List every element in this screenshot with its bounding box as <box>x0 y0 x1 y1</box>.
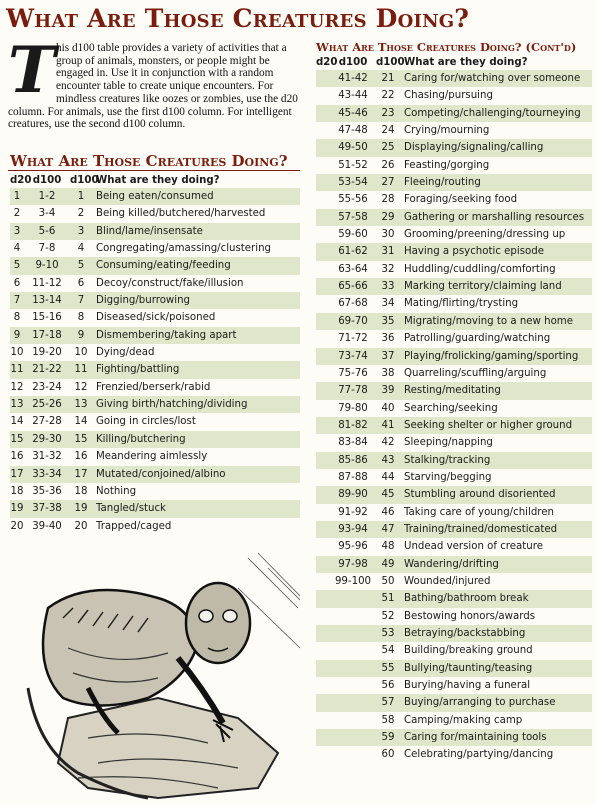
cell-activity: Displaying/signaling/calling <box>404 142 544 154</box>
cell-d20: 1 <box>13 191 21 202</box>
table-row <box>316 330 592 347</box>
cell-d100-b: 6 <box>77 277 85 289</box>
cell-activity: Nothing <box>96 485 137 497</box>
left-table-title: What Are Those Creatures Doing? <box>10 152 288 170</box>
cell-d100-a: 27-28 <box>32 416 62 428</box>
cell-d100-b: 29 <box>381 211 395 223</box>
table-row <box>316 348 592 365</box>
cell-d100-a: 3-4 <box>38 208 56 220</box>
cell-d100-b: 32 <box>381 263 395 275</box>
table-row <box>316 417 592 434</box>
cell-d100-a: 5-6 <box>38 225 56 237</box>
table-row <box>316 400 592 417</box>
cell-d20: 17 <box>10 468 24 480</box>
table-row <box>316 313 592 330</box>
table-row <box>316 625 592 642</box>
cell-d100-b: 5 <box>77 260 85 272</box>
cell-activity: Foraging/seeking food <box>404 194 518 206</box>
cell-d20: 5 <box>13 260 21 272</box>
cell-activity: Marking territory/claiming land <box>404 281 562 293</box>
intro-paragraph <box>8 33 300 131</box>
cell-d100-b: 60 <box>381 749 395 761</box>
cell-d100-a: 15-16 <box>32 312 62 324</box>
cell-activity: Dismembering/taking apart <box>96 329 237 341</box>
lizard-creature-illustration <box>8 548 300 803</box>
table-row <box>10 240 300 257</box>
cell-d100-b: 30 <box>381 229 395 241</box>
table-row <box>316 226 592 243</box>
header-activity: What are they doing? <box>404 57 528 68</box>
cell-d100-a: 73-74 <box>338 350 368 362</box>
table-row <box>10 188 300 205</box>
cell-d100-a: 13-14 <box>32 295 62 307</box>
cell-d100-b: 28 <box>381 194 395 206</box>
table-row <box>316 608 592 625</box>
cell-activity: Playing/frolicking/gaming/sporting <box>404 350 579 362</box>
cell-d100-b: 51 <box>381 593 395 605</box>
cell-d20: 10 <box>10 347 24 359</box>
cell-activity: Dying/dead <box>96 347 155 359</box>
cell-d100-b: 50 <box>381 575 395 587</box>
cell-activity: Bathing/bathroom break <box>404 593 529 605</box>
right-activity-table <box>316 55 592 764</box>
cell-d100-b: 54 <box>381 645 395 657</box>
cell-d100-b: 38 <box>381 367 395 379</box>
cell-activity: Caring for/maintaining tools <box>404 732 547 744</box>
cell-activity: Fighting/battling <box>96 364 180 376</box>
cell-d100-b: 25 <box>381 142 395 154</box>
cell-activity: Training/trained/domesticated <box>404 523 558 535</box>
cell-d100-b: 44 <box>381 471 395 483</box>
page-title: What Are Those Creatures Doing? <box>6 4 470 33</box>
cell-d100-a: 39-40 <box>32 520 62 532</box>
table-row <box>316 261 592 278</box>
cell-activity: Resting/meditating <box>404 385 501 397</box>
header-d100-b: d100 <box>70 175 99 186</box>
cell-d100-b: 57 <box>381 697 395 709</box>
cell-d100-a: 23-24 <box>32 381 62 393</box>
cell-d100-a: 31-32 <box>32 451 62 463</box>
table-row <box>10 327 300 344</box>
table-row <box>316 191 592 208</box>
cell-d100-b: 14 <box>74 416 88 428</box>
table-row <box>10 379 300 396</box>
cell-activity: Wounded/injured <box>404 575 491 587</box>
cell-d20: 9 <box>13 329 21 341</box>
cell-d20: 15 <box>10 433 24 445</box>
cell-d100-a: 91-92 <box>338 506 368 518</box>
cell-activity: Being killed/butchered/harvested <box>96 208 266 220</box>
table-row <box>10 483 300 500</box>
cell-d100-a: 7-8 <box>38 243 56 255</box>
cell-d100-b: 4 <box>77 243 85 255</box>
cell-d100-b: 23 <box>381 107 395 119</box>
table-row <box>316 746 592 763</box>
cell-d100-a: 69-70 <box>338 315 368 327</box>
table-row <box>10 431 300 448</box>
table-row <box>10 466 300 483</box>
header-d100-b: d100 <box>376 57 405 68</box>
cell-activity: Mutated/conjoined/albino <box>96 468 226 480</box>
cell-activity: Digging/burrowing <box>96 295 191 307</box>
cell-d100-b: 45 <box>381 489 395 501</box>
cell-d100-b: 41 <box>381 419 395 431</box>
cell-d100-a: 1-2 <box>38 191 56 202</box>
cell-activity: Quarreling/scuffling/arguing <box>404 367 547 379</box>
table-row <box>316 209 592 226</box>
table-row <box>316 452 592 469</box>
cell-d100-b: 21 <box>381 73 395 84</box>
table-row <box>316 556 592 573</box>
cell-activity: Seeking shelter or higher ground <box>404 419 573 431</box>
cell-d100-b: 16 <box>74 451 88 463</box>
table-header <box>316 55 592 70</box>
table-row <box>10 257 300 274</box>
table-row <box>316 729 592 746</box>
cell-d100-a: 41-42 <box>338 73 368 84</box>
cell-activity: Consuming/eating/feeding <box>96 260 231 272</box>
cell-d20: 12 <box>10 381 24 393</box>
table-row <box>316 694 592 711</box>
cell-d100-b: 9 <box>77 329 85 341</box>
cell-d100-a: 55-56 <box>338 194 368 206</box>
cell-d100-b: 11 <box>74 364 88 376</box>
cell-d100-a: 17-18 <box>32 329 62 341</box>
cell-activity: Burying/having a funeral <box>404 680 531 692</box>
cell-d100-b: 56 <box>381 680 395 692</box>
creature-body <box>43 590 198 706</box>
cell-d100-a: 75-76 <box>338 367 368 379</box>
cell-d100-b: 55 <box>381 662 395 674</box>
table-row <box>316 590 592 607</box>
cell-activity: Frenzied/berserk/rabid <box>96 381 211 393</box>
cell-activity: Gathering or marshalling resources <box>404 211 585 223</box>
cell-d100-a: 59-60 <box>338 229 368 241</box>
table-row <box>316 538 592 555</box>
cell-activity: Wandering/drifting <box>404 558 499 570</box>
cell-d100-b: 43 <box>381 454 395 466</box>
table-row <box>10 518 300 535</box>
right-table-title: What Are Those Creatures Doing? (Cont'd) <box>316 40 577 54</box>
cell-d20: 11 <box>10 364 24 376</box>
cell-d100-b: 15 <box>74 433 88 445</box>
cell-d100-a: 61-62 <box>338 246 368 258</box>
cell-activity: Blind/lame/insensate <box>96 225 203 237</box>
cell-d100-a: 37-38 <box>32 503 62 515</box>
cell-activity: Celebrating/partying/dancing <box>404 749 554 761</box>
cell-d100-a: 53-54 <box>338 177 368 189</box>
table-row <box>316 174 592 191</box>
table-row <box>316 642 592 659</box>
table-row <box>316 139 592 156</box>
table-row <box>316 504 592 521</box>
cell-d100-a: 71-72 <box>338 333 368 345</box>
cell-activity: Stalking/tracking <box>404 454 491 466</box>
table-row <box>10 223 300 240</box>
cell-d100-b: 46 <box>381 506 395 518</box>
cell-d100-b: 31 <box>381 246 395 258</box>
cell-d20: 7 <box>13 295 21 307</box>
cell-d100-b: 13 <box>74 399 88 411</box>
header-d20: d20 <box>10 175 32 186</box>
dropcap-letter: T <box>8 33 56 108</box>
cell-d20: 20 <box>10 520 24 532</box>
cell-d100-b: 19 <box>74 503 88 515</box>
cell-d100-a: 35-36 <box>32 485 62 497</box>
cell-activity: Taking care of young/children <box>404 506 554 518</box>
cell-activity: Migrating/moving to a new home <box>404 315 573 327</box>
table-row <box>10 413 300 430</box>
cell-d100-b: 40 <box>381 402 395 414</box>
table-row <box>10 396 300 413</box>
cell-d100-a: 43-44 <box>338 90 368 102</box>
cell-d20: 2 <box>13 208 21 220</box>
cell-activity: Bestowing honors/awards <box>404 610 536 622</box>
cell-activity: Huddling/cuddling/comforting <box>404 263 556 275</box>
cell-d100-b: 58 <box>381 714 395 726</box>
cell-d20: 19 <box>10 503 24 515</box>
cell-d100-b: 59 <box>381 732 395 744</box>
cell-d100-a: 21-22 <box>32 364 62 376</box>
cell-d100-a: 19-20 <box>32 347 62 359</box>
cell-d100-b: 26 <box>381 159 395 171</box>
cell-activity: Building/breaking ground <box>404 645 533 657</box>
cell-d100-a: 33-34 <box>32 468 62 480</box>
cell-activity: Grooming/preening/dressing up <box>404 229 566 241</box>
cell-activity: Stumbling around disoriented <box>404 489 556 501</box>
cell-activity: Betraying/backstabbing <box>404 628 526 639</box>
cell-d100-b: 33 <box>381 281 395 293</box>
cell-activity: Having a psychotic episode <box>404 246 545 258</box>
table-row <box>316 712 592 729</box>
table-row <box>10 361 300 378</box>
header-d100-a: d100 <box>338 57 368 68</box>
cell-d100-b: 47 <box>381 523 395 535</box>
cell-d100-a: 87-88 <box>338 471 368 483</box>
cell-d20: 16 <box>10 451 24 463</box>
cell-d100-a: 63-64 <box>338 263 368 275</box>
cell-d100-b: 52 <box>381 610 395 622</box>
intro-text: his d100 table provides a variety of activities that a group of animals, monsters, or people might be engaged in. Use it in conjunction with a random encounter table to create unique encounters. For mindless creatures like oozes or zombies, use the d20 column. For animals, use the first d100 column. For intelligent creatures, use the second d100 column. <box>8 42 298 131</box>
cell-d100-a: 77-78 <box>338 385 368 397</box>
cell-activity: Decoy/construct/fake/illusion <box>96 277 244 289</box>
header-d20: d20 <box>316 57 338 68</box>
table-row <box>316 469 592 486</box>
cell-d100-a: 97-98 <box>338 558 368 570</box>
table-row <box>316 660 592 677</box>
left-activity-table <box>10 173 300 535</box>
cell-d100-b: 18 <box>74 485 88 497</box>
rock-shape <box>58 698 278 798</box>
cell-d100-a: 95-96 <box>338 541 368 553</box>
cell-d100-b: 37 <box>381 350 395 362</box>
table-row <box>316 434 592 451</box>
table-row <box>316 70 592 87</box>
cell-activity: Tangled/stuck <box>96 503 166 515</box>
cell-activity: Trapped/caged <box>96 520 172 532</box>
cell-d100-b: 2 <box>77 208 85 220</box>
cell-d100-a: 47-48 <box>338 125 368 137</box>
table-row <box>316 365 592 382</box>
cell-d100-b: 12 <box>74 381 88 393</box>
cell-d20: 14 <box>10 416 24 428</box>
cell-activity: Competing/challenging/tourneying <box>404 107 581 119</box>
cell-d100-a: 67-68 <box>338 298 368 310</box>
cell-d100-a: 81-82 <box>338 419 368 431</box>
cell-d100-b: 20 <box>74 520 88 532</box>
table-row <box>316 486 592 503</box>
cell-d100-a: 51-52 <box>338 159 368 171</box>
cell-d100-a: 49-50 <box>338 142 368 154</box>
cell-activity: Meandering aimlessly <box>96 451 208 463</box>
table-row <box>10 205 300 222</box>
cell-activity: Crying/mourning <box>404 125 490 137</box>
table-row <box>10 500 300 517</box>
cell-d20: 8 <box>13 312 21 324</box>
cell-d20: 6 <box>13 277 21 289</box>
cell-d100-b: 49 <box>381 558 395 570</box>
cell-d100-a: 9-10 <box>35 260 59 272</box>
cell-d100-a: 25-26 <box>32 399 62 411</box>
cell-d100-a: 79-80 <box>338 402 368 414</box>
cell-activity: Being eaten/consumed <box>96 191 214 202</box>
cell-d20: 18 <box>10 485 24 497</box>
cell-d100-a: 93-94 <box>338 523 368 535</box>
cell-activity: Patrolling/guarding/watching <box>404 333 551 345</box>
cell-d100-b: 48 <box>381 541 395 553</box>
table-row <box>316 157 592 174</box>
cell-activity: Mating/flirting/trysting <box>404 298 519 310</box>
cell-d100-b: 8 <box>77 312 85 324</box>
header-activity: What are they doing? <box>96 175 220 186</box>
cell-d100-a: 85-86 <box>338 454 368 466</box>
cell-activity: Diseased/sick/poisoned <box>96 312 216 324</box>
cell-activity: Congregating/amassing/clustering <box>96 243 272 255</box>
cell-d100-b: 7 <box>77 295 85 307</box>
table-row <box>10 275 300 292</box>
cell-d100-a: 11-12 <box>32 277 62 289</box>
cell-d100-b: 39 <box>381 385 395 397</box>
cell-d100-b: 35 <box>381 315 395 327</box>
table-row <box>316 278 592 295</box>
cell-activity: Bullying/taunting/teasing <box>404 662 533 674</box>
cell-d100-a: 83-84 <box>338 437 368 449</box>
table-row <box>10 309 300 326</box>
cell-d100-b: 22 <box>381 90 395 102</box>
cell-activity: Fleeing/routing <box>404 177 481 189</box>
cell-d100-a: 45-46 <box>338 107 368 119</box>
cell-d20: 3 <box>13 225 21 237</box>
table-row <box>316 521 592 538</box>
table-row <box>316 105 592 122</box>
cell-d100-b: 3 <box>77 225 85 237</box>
cell-d100-b: 1 <box>77 191 85 202</box>
cell-d100-b: 17 <box>74 468 88 480</box>
cell-activity: Giving birth/hatching/dividing <box>96 399 248 411</box>
table-row <box>10 292 300 309</box>
cell-activity: Caring for/watching over someone <box>404 73 581 84</box>
table-row <box>316 573 592 590</box>
cell-d100-b: 34 <box>381 298 395 310</box>
table-row <box>316 122 592 139</box>
table-row <box>316 243 592 260</box>
cell-d100-a: 57-58 <box>338 211 368 223</box>
cell-d100-a: 99-100 <box>334 575 372 587</box>
cell-d20: 13 <box>10 399 24 411</box>
cell-d100-b: 27 <box>381 177 395 189</box>
cell-activity: Starving/begging <box>404 471 492 483</box>
cell-activity: Going in circles/lost <box>96 416 196 428</box>
table-row <box>316 677 592 694</box>
cell-activity: Feasting/gorging <box>404 159 490 171</box>
cell-activity: Chasing/pursuing <box>404 90 493 102</box>
table-header <box>10 173 300 188</box>
table-row <box>316 295 592 312</box>
left-table-rule <box>8 170 300 171</box>
table-row <box>316 87 592 104</box>
cell-d100-a: 89-90 <box>338 489 368 501</box>
cell-activity: Camping/making camp <box>404 714 523 726</box>
cell-d100-b: 10 <box>74 347 88 359</box>
cell-d100-b: 36 <box>381 333 395 345</box>
cell-d100-a: 29-30 <box>32 433 62 445</box>
cell-activity: Sleeping/napping <box>404 437 493 449</box>
cell-activity: Undead version of creature <box>404 541 543 553</box>
cell-d100-b: 42 <box>381 437 395 449</box>
cell-d100-b: 53 <box>381 628 395 639</box>
table-row <box>10 448 300 465</box>
header-d100-a: d100 <box>32 175 62 186</box>
cell-activity: Buying/arranging to purchase <box>404 697 556 709</box>
table-row <box>316 382 592 399</box>
cell-d100-b: 24 <box>381 125 395 137</box>
cell-d100-a: 65-66 <box>338 281 368 293</box>
cell-activity: Killing/butchering <box>96 433 186 445</box>
table-row <box>10 344 300 361</box>
cell-d20: 4 <box>13 243 21 255</box>
cell-activity: Searching/seeking <box>404 402 498 414</box>
